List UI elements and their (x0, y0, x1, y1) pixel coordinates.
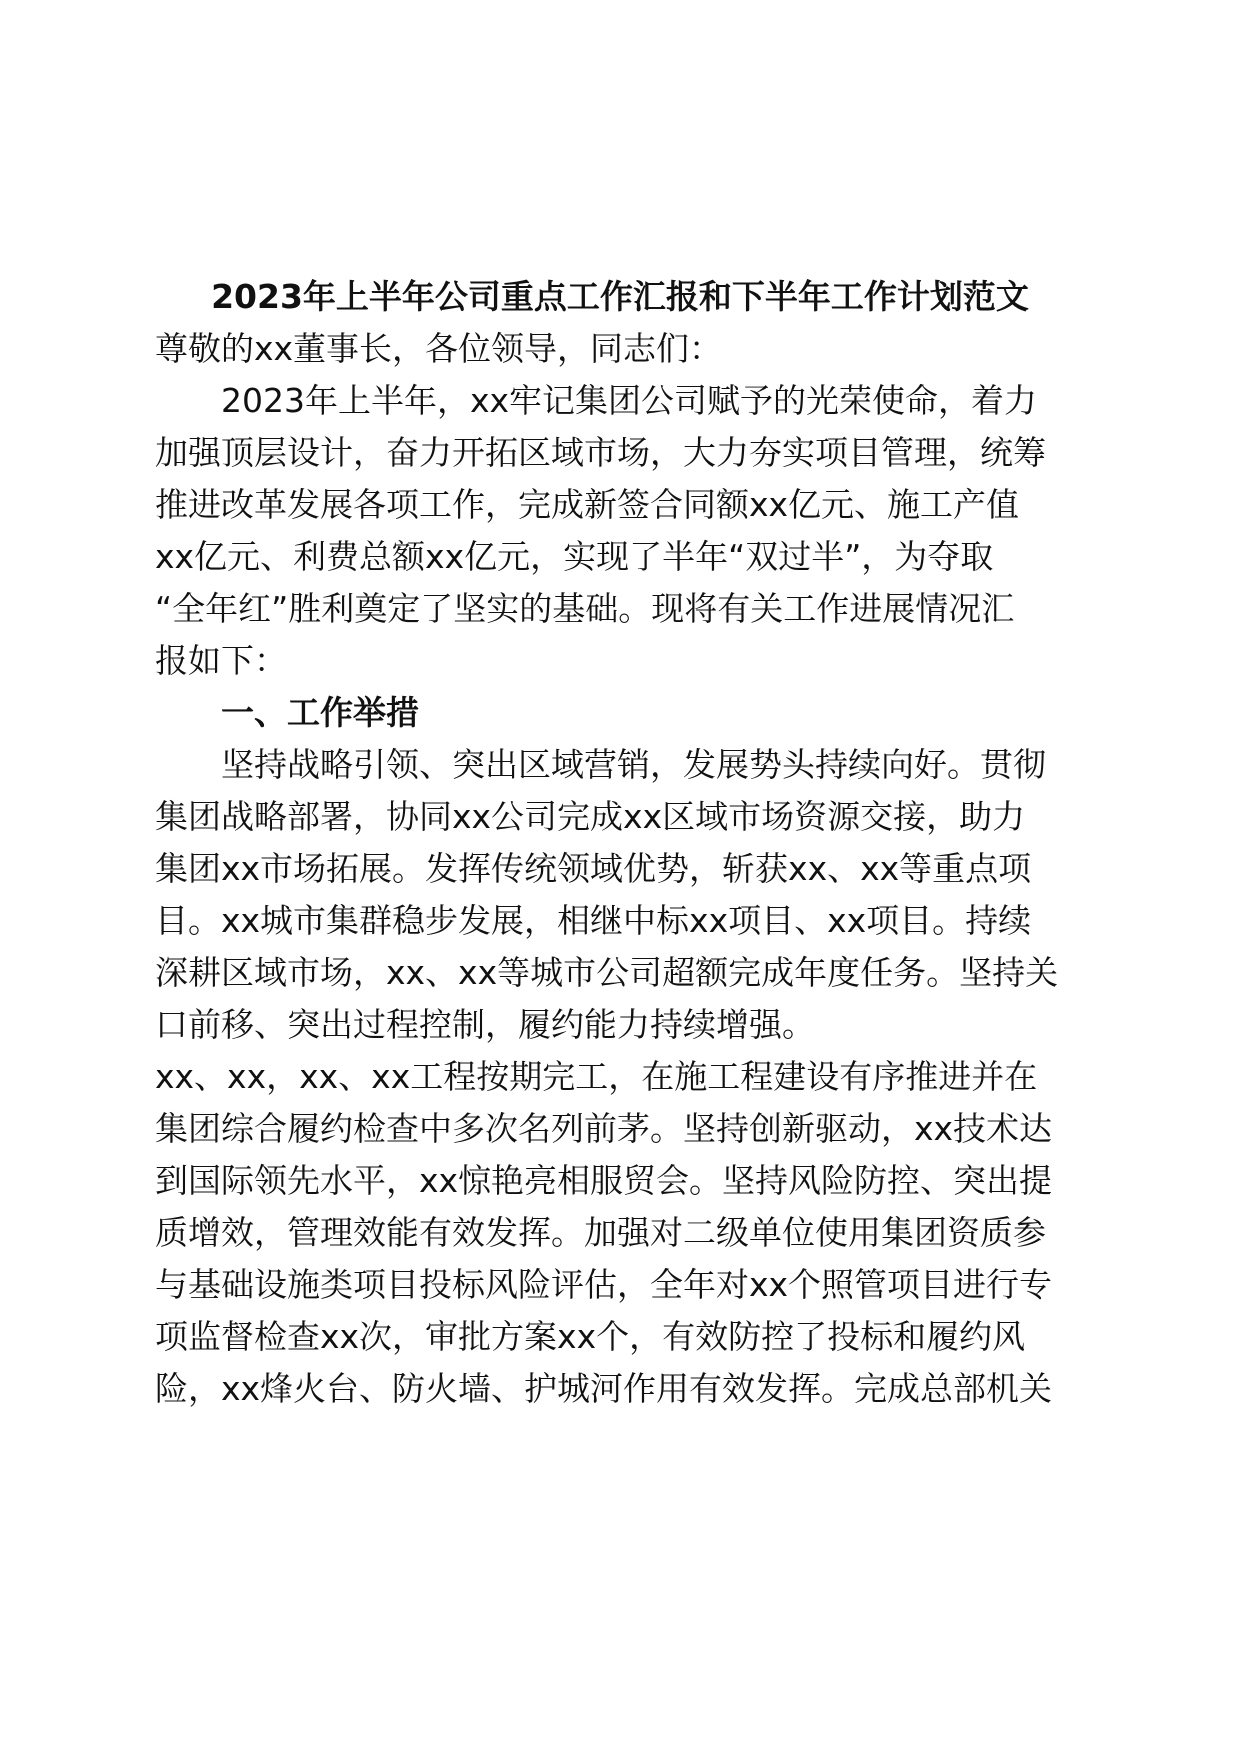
body-line-2: 集团战略部署，协同xx公司完成xx区域市场资源交接，助力 (155, 797, 1026, 836)
intro-line-3: 推进改革发展各项工作，完成新签合同额xx亿元、施工产值 (155, 485, 1020, 524)
intro-line-5: “全年红”胜利奠定了坚实的基础。现将有关工作进展情况汇 (155, 589, 1015, 628)
intro-line-6: 报如下： (155, 641, 287, 680)
salutation: 尊敬的xx董事长，各位领导，同志们： (155, 329, 723, 368)
body-line-9: 到国际领先水平，xx惊艳亮相服贸会。坚持风险防控、突出提 (155, 1161, 1053, 1200)
body-line-6: 口前移、突出过程控制，履约能力持续增强。 (155, 1005, 815, 1044)
intro-line-1: 2023年上半年，xx牢记集团公司赋予的光荣使命，着力 (155, 381, 1038, 420)
intro-line-4: xx亿元、利费总额xx亿元，实现了半年“双过半”，为夺取 (155, 537, 994, 576)
section-heading-1: 一、工作举措 (155, 693, 419, 732)
intro-line-2: 加强顶层设计，奋力开拓区域市场，大力夯实项目管理，统筹 (155, 433, 1046, 472)
body-line-1: 坚持战略引领、突出区域营销，发展势头持续向好。贯彻 (155, 745, 1046, 784)
body-line-7: xx、xx，xx、xx工程按期完工，在施工程建设有序推进并在 (155, 1057, 1038, 1096)
body-line-5: 深耕区域市场，xx、xx等城市公司超额完成年度任务。坚持关 (155, 953, 1059, 992)
body-line-10: 质增效，管理效能有效发挥。加强对二级单位使用集团资质参 (155, 1213, 1046, 1252)
body-line-4: 目。xx城市集群稳步发展，相继中标xx项目、xx项目。持续 (155, 901, 1032, 940)
document-title: 2023年上半年公司重点工作汇报和下半年工作计划范文 (211, 277, 1029, 316)
body-line-11: 与基础设施类项目投标风险评估，全年对xx个照管项目进行专 (155, 1265, 1053, 1304)
body-line-3: 集团xx市场拓展。发挥传统领域优势，斩获xx、xx等重点项 (155, 849, 1032, 888)
body-line-8: 集团综合履约检查中多次名列前茅。坚持创新驱动，xx技术达 (155, 1109, 1053, 1148)
body-line-12: 项监督检查xx次，审批方案xx个，有效防控了投标和履约风 (155, 1317, 1026, 1356)
body-line-13: 险，xx烽火台、防火墙、护城河作用有效发挥。完成总部机关 (155, 1369, 1053, 1408)
